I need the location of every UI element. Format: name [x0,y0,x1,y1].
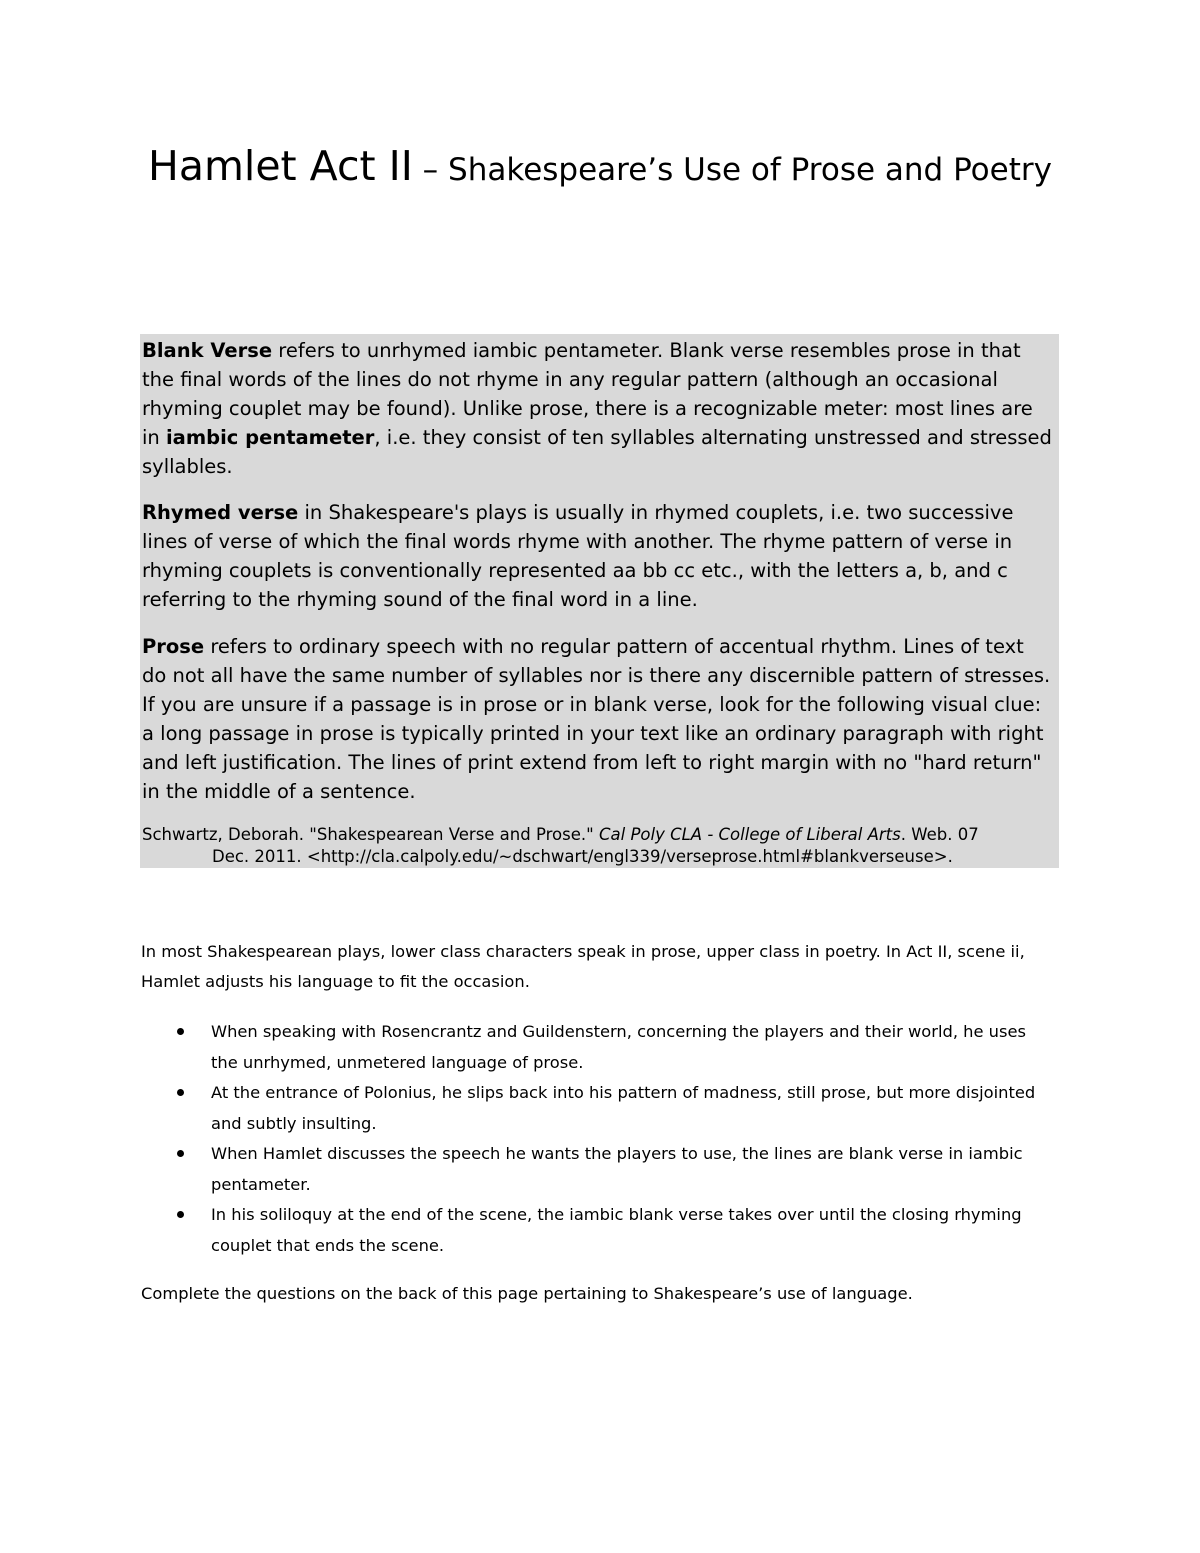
blank-verse-text-2: , i.e. they consist of ten syllables alternating unstressed and stressed syllables. [142,426,1052,478]
blank-verse-term: Blank Verse [142,339,273,362]
list-item: At the entrance of Polonius, he slips back into his pattern of madness, still prose, but more disjointed and subtly insulting. [141,1078,1041,1139]
intro-paragraph: In most Shakespearean plays, lower class characters speak in prose, upper class in poetry. In Act II, scene ii, Hamlet adjusts his language to fit the occasion. [141,942,1025,991]
rhymed-verse-definition [142,498,1054,614]
rhymed-verse-text: in Shakespeare's plays is usually in rhymed couplets, i.e. two successive lines of verse of which the final words rhyme with another. The rhyme pattern of verse in rhyming couplets is conventionally represented aa bb cc etc., with the letters a, b, and c referring to the rhyming sound of the final word in a line. [142,501,1014,611]
prose-definition [142,632,1054,806]
citation-source: Cal Poly CLA - College of Liberal Arts [598,825,901,844]
bullet-icon [177,1150,184,1157]
blank-verse-definition [142,336,1054,481]
citation-line-2: Dec. 2011. <http://cla.calpoly.edu/~dschwart/engl339/verseprose.html#blankverseuse>. [212,847,953,866]
bullet-icon [177,1089,184,1096]
bullet-icon [177,1211,184,1218]
bullet-list [141,1017,1061,1261]
prose-term: Prose [142,635,205,658]
list-item: When Hamlet discusses the speech he wants the players to use, the lines are blank verse in iambic pentameter. [141,1139,1041,1200]
title-subtitle: – Shakespeare’s Use of Prose and Poetry [412,152,1052,188]
page-title [120,140,1080,196]
citation-part-2: . Web. 07 [900,825,979,844]
bullet-icon [177,1028,184,1035]
closing-paragraph: Complete the questions on the back of this page pertaining to Shakespeare’s use of language. [141,1284,913,1303]
prose-text: refers to ordinary speech with no regular pattern of accentual rhythm. Lines of text do not all have the same number of syllables nor is there any discernible pattern of stresses. If you are unsure if a passage is in prose or in blank verse, look for the following visual clue: a long passage in prose is typically printed in your text like an ordinary paragraph with right and left justification. The lines of print extend from left to right margin with no "hard return" in the middle of a sentence. [142,635,1051,803]
citation [142,824,1054,868]
blank-verse-text-1: refers to unrhymed iambic pentameter. Blank verse resembles prose in that the final words of the lines do not rhyme in any regular pattern (although an occasional rhyming couplet may be found). Unlike prose, there is a recognizable meter: most lines are in [142,339,1033,449]
citation-part-1: Schwartz, Deborah. "Shakespearean Verse and Prose." [142,825,599,844]
list-item: When speaking with Rosencrantz and Guildenstern, concerning the players and their world, he uses the unrhymed, unmetered language of prose. [141,1017,1041,1078]
title-main: Hamlet Act II [148,142,413,190]
rhymed-verse-term: Rhymed verse [142,501,299,524]
iambic-pentameter-emphasis: iambic pentameter [165,426,375,449]
list-item: In his soliloquy at the end of the scene, the iambic blank verse takes over until the closing rhyming couplet that ends the scene. [141,1200,1041,1261]
definitions-box [140,334,1059,868]
